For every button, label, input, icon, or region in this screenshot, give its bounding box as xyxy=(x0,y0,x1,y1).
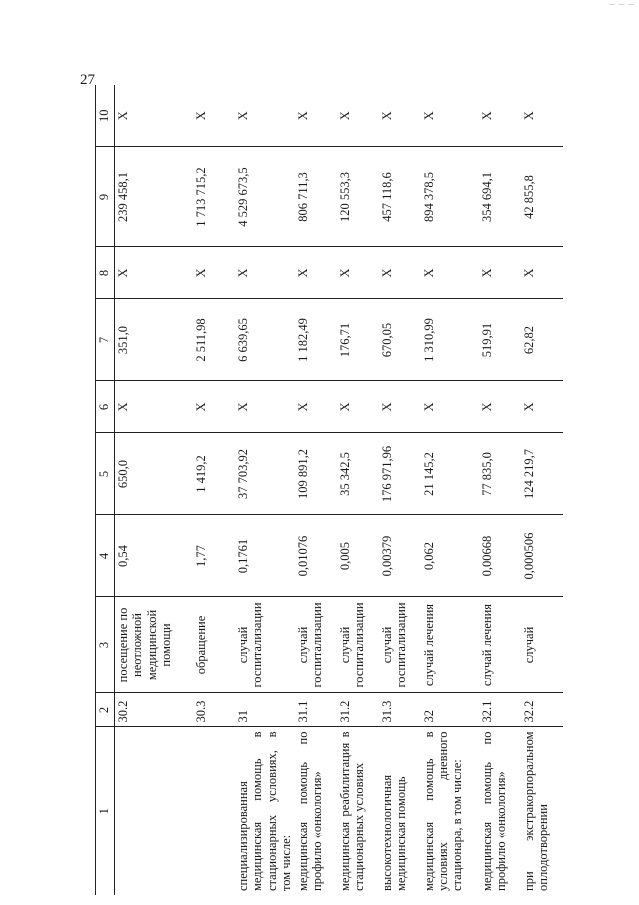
per-capita-standard: 1 310,99 xyxy=(421,299,479,381)
total-cost: 120 553,3 xyxy=(337,147,379,247)
row-description: высокотехнологичная медицинская помощь xyxy=(379,774,408,891)
unit-of-measure: случай госпитализации xyxy=(379,597,421,693)
per-capita-standard: 519,91 xyxy=(479,299,521,381)
unit-of-measure: случай госпитализации xyxy=(295,597,337,693)
column-header: 10 xyxy=(96,85,115,147)
row-number: 32.1 xyxy=(479,693,521,727)
norm-cost: 124 219,7 xyxy=(521,433,563,515)
row-number: 31.1 xyxy=(295,693,337,727)
cell-x: X xyxy=(379,381,421,433)
cell-x: X xyxy=(193,381,235,433)
cell-x: X xyxy=(295,85,337,147)
row-number: 32.2 xyxy=(521,693,563,727)
row-description xyxy=(115,727,194,895)
row-description: специализированная медицинская помощь в стационарных условиях, в том числе: xyxy=(236,731,294,891)
row-number: 31.3 xyxy=(379,693,421,727)
column-header: 4 xyxy=(96,515,115,597)
row-description: медицинская помощь по профилю «онкология» xyxy=(479,731,508,891)
norm-volume: 0,00668 xyxy=(479,515,521,597)
row-description: медицинская помощь по профилю «онкология» xyxy=(295,731,324,891)
row-number: 31.2 xyxy=(337,693,379,727)
unit-of-measure: случай госпитализации xyxy=(235,597,295,693)
norm-cost: 35 342,5 xyxy=(337,433,379,515)
cell-x: X xyxy=(521,381,563,433)
per-capita-standard: 62,82 xyxy=(521,299,563,381)
norm-volume: 0,54 xyxy=(115,515,194,597)
cell-x: X xyxy=(337,85,379,147)
norm-cost: 109 891,2 xyxy=(295,433,337,515)
cell-x: X xyxy=(235,247,295,299)
cell-x: X xyxy=(379,247,421,299)
row-description: медицинская помощь в условиях дневного стационара, в том числе: xyxy=(421,731,465,891)
norm-cost: 21 145,2 xyxy=(421,433,479,515)
column-header: 9 xyxy=(96,147,115,247)
column-header: 6 xyxy=(96,381,115,433)
unit-of-measure: случай xyxy=(521,597,563,693)
column-header: 8 xyxy=(96,247,115,299)
cell-x: X xyxy=(295,247,337,299)
cell-x: X xyxy=(337,247,379,299)
table-row xyxy=(235,85,295,895)
header-row xyxy=(96,85,115,895)
data-table xyxy=(95,85,563,895)
total-cost: 239 458,1 xyxy=(115,147,194,247)
cell-x: X xyxy=(115,381,194,433)
row-number: 32 xyxy=(421,693,479,727)
norm-volume: 1,77 xyxy=(193,515,235,597)
per-capita-standard: 351,0 xyxy=(115,299,194,381)
column-header: 1 xyxy=(96,727,115,895)
cell-x: X xyxy=(421,247,479,299)
cell-x: X xyxy=(521,85,563,147)
column-header: 3 xyxy=(96,597,115,693)
total-cost: 457 118,6 xyxy=(379,147,421,247)
row-description: при экстракорпоральном оплодотворении xyxy=(521,731,550,891)
cell-x: X xyxy=(379,85,421,147)
norm-cost: 37 703,92 xyxy=(235,433,295,515)
table-row xyxy=(521,85,563,895)
norm-volume: 0,00379 xyxy=(379,515,421,597)
table-row xyxy=(421,85,479,895)
unit-of-measure: обращение xyxy=(193,597,235,693)
corner-mark: — — — xyxy=(609,2,635,8)
cell-x: X xyxy=(479,247,521,299)
row-number: 30.3 xyxy=(193,693,235,727)
total-cost: 354 694,1 xyxy=(479,147,521,247)
cell-x: X xyxy=(193,247,235,299)
cell-x: X xyxy=(337,381,379,433)
cell-x: X xyxy=(115,85,194,147)
total-cost: 1 713 715,2 xyxy=(193,147,235,247)
table-row xyxy=(337,85,379,895)
table-row xyxy=(115,85,194,895)
per-capita-standard: 6 639,65 xyxy=(235,299,295,381)
table-row xyxy=(295,85,337,895)
column-header: 7 xyxy=(96,299,115,381)
table-body xyxy=(115,85,563,895)
norm-cost: 77 835,0 xyxy=(479,433,521,515)
table-row xyxy=(193,85,235,895)
page-number: 27 xyxy=(80,72,95,88)
per-capita-standard: 1 182,49 xyxy=(295,299,337,381)
per-capita-standard: 2 511,98 xyxy=(193,299,235,381)
per-capita-standard: 176,71 xyxy=(337,299,379,381)
cell-x: X xyxy=(235,85,295,147)
cell-x: X xyxy=(521,247,563,299)
norm-volume: 0,1761 xyxy=(235,515,295,597)
unit-of-measure: случай госпитализации xyxy=(337,597,379,693)
table-row xyxy=(379,85,421,895)
per-capita-standard: 670,05 xyxy=(379,299,421,381)
cell-x: X xyxy=(479,381,521,433)
cell-x: X xyxy=(235,381,295,433)
rotated-table-container xyxy=(95,85,550,895)
unit-of-measure: посещение по неотложной медицинской помощи xyxy=(115,597,194,693)
row-number: 31 xyxy=(235,693,295,727)
total-cost: 894 378,5 xyxy=(421,147,479,247)
norm-volume: 0,01076 xyxy=(295,515,337,597)
norm-volume: 0,062 xyxy=(421,515,479,597)
row-number: 30.2 xyxy=(115,693,194,727)
cell-x: X xyxy=(295,381,337,433)
total-cost: 806 711,3 xyxy=(295,147,337,247)
row-description: медицинская реабилитация в стационарных условиях xyxy=(337,731,366,891)
column-header: 5 xyxy=(96,433,115,515)
cell-x: X xyxy=(479,85,521,147)
unit-of-measure: случай лечения xyxy=(421,597,479,693)
cell-x: X xyxy=(421,381,479,433)
column-header: 2 xyxy=(96,693,115,727)
total-cost: 42 855,8 xyxy=(521,147,563,247)
unit-of-measure: случай лечения xyxy=(479,597,521,693)
norm-cost: 176 971,96 xyxy=(379,433,421,515)
row-description xyxy=(193,727,235,895)
norm-cost: 650,0 xyxy=(115,433,194,515)
cell-x: X xyxy=(193,85,235,147)
cell-x: X xyxy=(421,85,479,147)
table-row xyxy=(479,85,521,895)
norm-cost: 1 419,2 xyxy=(193,433,235,515)
cell-x: X xyxy=(115,247,194,299)
norm-volume: 0,000506 xyxy=(521,515,563,597)
total-cost: 4 529 673,5 xyxy=(235,147,295,247)
norm-volume: 0,005 xyxy=(337,515,379,597)
